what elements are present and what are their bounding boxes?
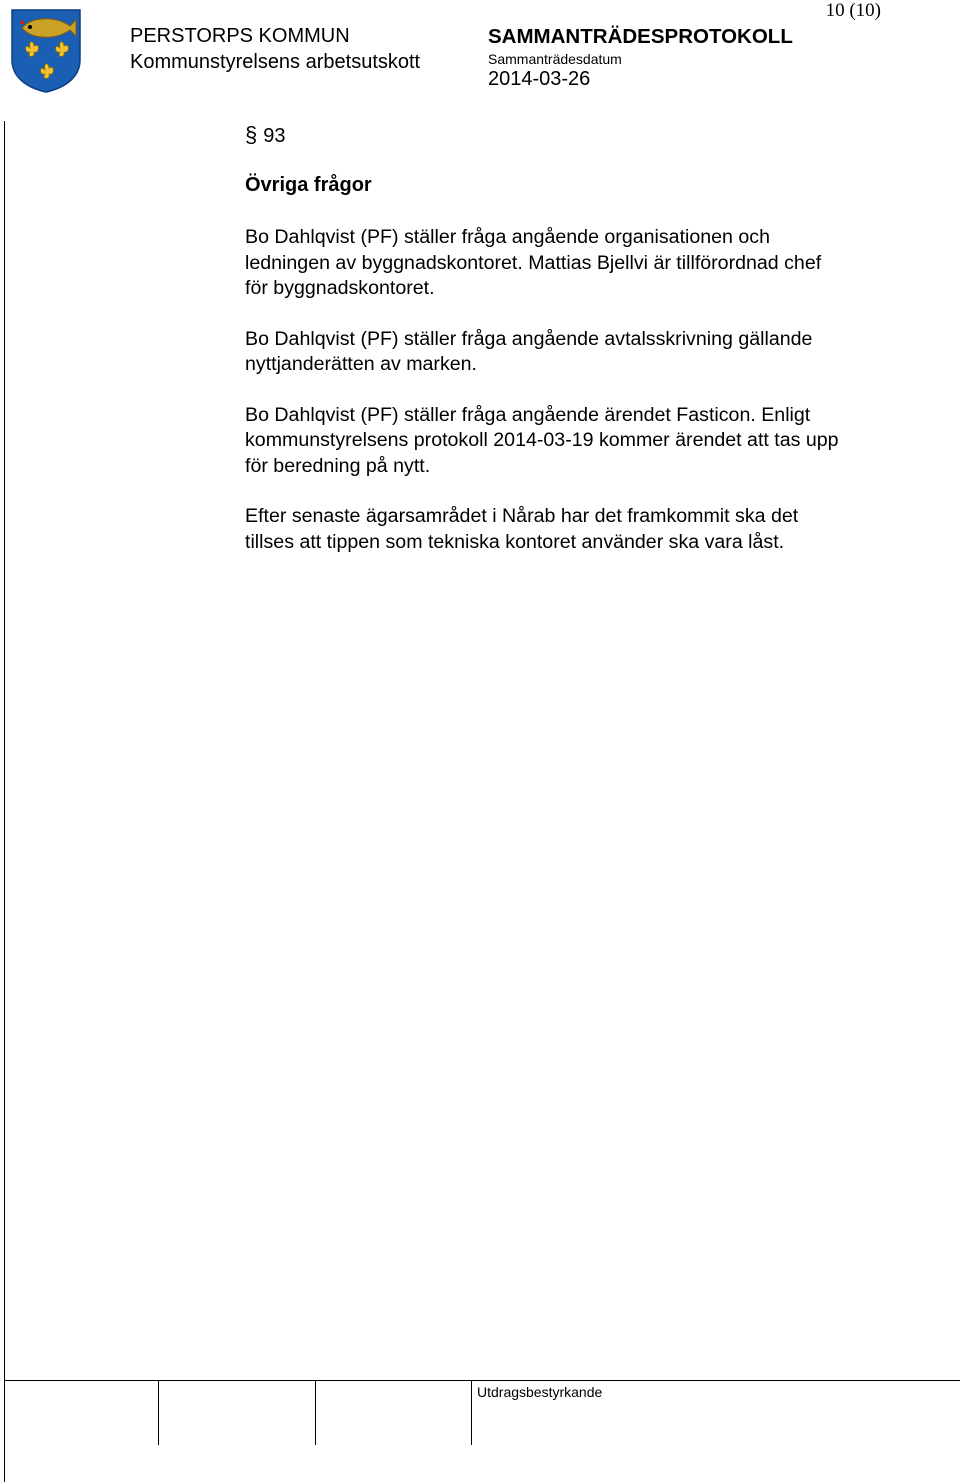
- paragraph: Bo Dahlqvist (PF) ställer fråga angående avtalsskrivning gällande nyttjanderätten av marken.: [245, 327, 813, 375]
- section-symbol: §: [245, 122, 258, 147]
- section-number: [245, 122, 845, 148]
- left-margin-rule: [4, 121, 5, 1482]
- section-number-value: 93: [263, 125, 286, 147]
- signature-box-divider: [315, 1381, 316, 1445]
- meeting-date-label: Sammanträdesdatum: [488, 51, 622, 67]
- section-content: [245, 120, 845, 555]
- paragraph: Bo Dahlqvist (PF) ställer fråga angående organisationen och ledningen av byggnadskontoret. Mattias Bjellvi är tillförordnad chef för byggnadskontoret.: [245, 226, 822, 299]
- page-number: 10 (10): [825, 0, 881, 21]
- certification-label: Utdragsbestyrkande: [477, 1384, 603, 1400]
- committee-name: Kommunstyrelsens arbetsutskott: [130, 51, 421, 73]
- meeting-date: 2014-03-26: [488, 68, 591, 90]
- document-type: SAMMANTRÄDESPROTOKOLL: [488, 25, 793, 48]
- signature-box-divider: [158, 1381, 159, 1445]
- paragraph: Efter senaste ägarsamrådet i Nårab har det framkommit ska det tillses att tippen som tekniska kontoret använder ska vara låst.: [245, 505, 799, 553]
- signature-box-divider: [471, 1381, 472, 1445]
- coat-of-arms-icon: [10, 8, 82, 94]
- section-title: Övriga frågor: [245, 174, 372, 196]
- footer-rule: [4, 1380, 960, 1381]
- municipality-name: PERSTORPS KOMMUN: [130, 25, 350, 47]
- paragraph: Bo Dahlqvist (PF) ställer fråga angående ärendet Fasticon. Enligt kommunstyrelsens protokoll 2014-03-19 kommer ärendet att tas upp för beredning på nytt.: [245, 403, 839, 477]
